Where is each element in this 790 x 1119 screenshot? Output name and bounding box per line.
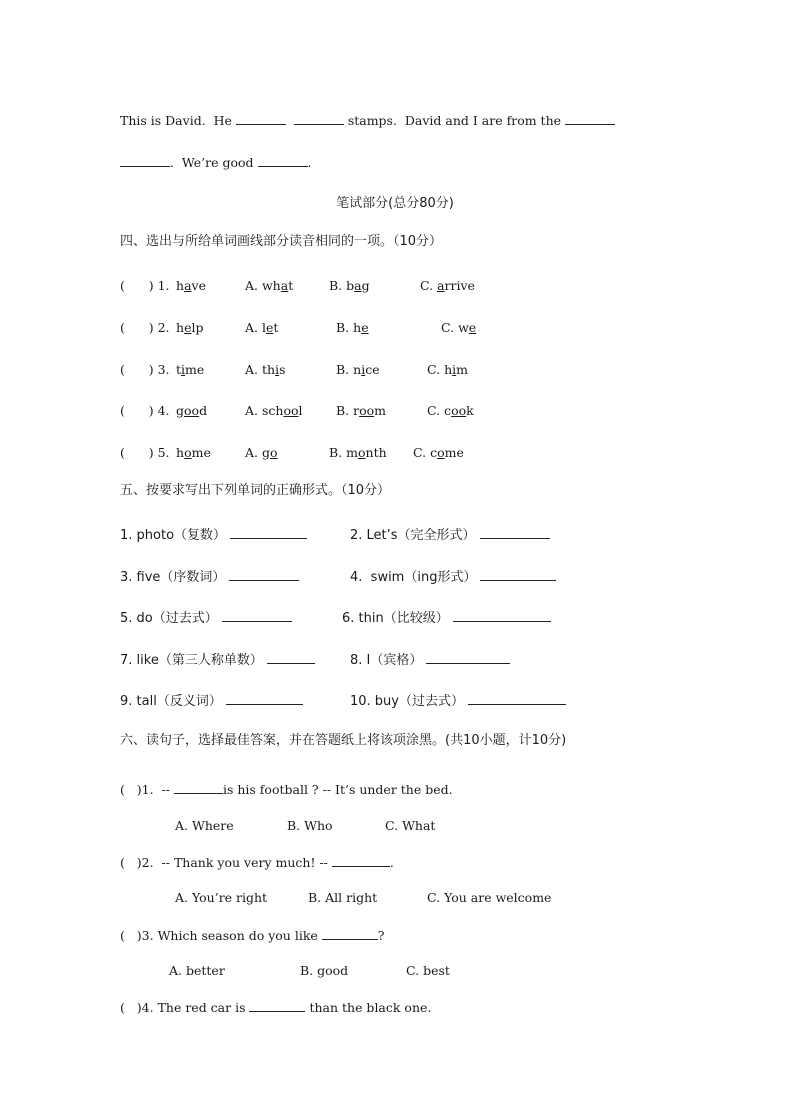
sec5-row-1b: [350, 526, 550, 544]
word-part: h: [176, 445, 185, 460]
underlined-letters: a: [437, 278, 445, 293]
word-part: k: [466, 403, 474, 418]
sec4-option-b[interactable]: [336, 362, 380, 378]
sec4-option-a[interactable]: [245, 445, 278, 461]
sec4-option-b[interactable]: [336, 320, 369, 336]
sec4-target-word: [176, 445, 211, 461]
sec4-target-word: [176, 320, 203, 336]
q1-option-b[interactable]: B. Who: [287, 818, 333, 833]
sec5-row-1: [120, 526, 307, 544]
answer-blank[interactable]: [332, 854, 390, 867]
sec4-option-a[interactable]: [245, 362, 285, 378]
sec4-option-c[interactable]: [420, 278, 475, 294]
word-part: A. l: [245, 320, 266, 335]
sec5-item: 4. swim（ing形式）: [350, 570, 477, 585]
sec5-row-3: [120, 609, 292, 627]
intro-line-2: [120, 154, 311, 171]
word-part: m: [456, 362, 468, 377]
answer-blank[interactable]: [480, 568, 556, 581]
sec5-item: 1. photo（复数）: [120, 528, 227, 543]
sec5-item: 2. Let’s（完全形式）: [350, 528, 476, 543]
sec5-item: 6. thin（比较级）: [342, 611, 449, 626]
word-part: C. c: [413, 445, 438, 460]
q2-option-c[interactable]: C. You are welcome: [427, 890, 552, 905]
answer-blank[interactable]: [236, 112, 286, 125]
sec4-option-b[interactable]: [329, 445, 387, 461]
underlined-letters: o: [437, 445, 445, 460]
word-part: rrive: [444, 278, 475, 293]
word-part: C. h: [427, 362, 453, 377]
word-part: B. b: [329, 278, 355, 293]
sec5-heading: 五、按要求写出下列单词的正确形式。（10分）: [120, 483, 391, 498]
word-part: B. h: [336, 320, 362, 335]
word-part: A. g: [245, 445, 270, 460]
sec4-item-number: ( ) 5.: [120, 445, 170, 460]
sec5-row-4b: [350, 651, 510, 669]
answer-blank[interactable]: [222, 609, 292, 622]
sec4-option-a[interactable]: [245, 320, 278, 336]
word-part: t: [288, 278, 294, 293]
underlined-letters: e: [184, 320, 192, 335]
underlined-letters: o: [269, 445, 278, 460]
word-part: C.: [420, 278, 438, 293]
sec5-item: 7. like（第三人称单数）: [120, 653, 263, 668]
word-part: m: [374, 403, 387, 418]
sec4-target-word: [176, 362, 204, 378]
sec5-row-3b: [342, 609, 551, 627]
q1-text: is his football ? -- It’s under the bed.: [222, 782, 453, 797]
q2-text: .: [389, 855, 394, 870]
sec4-option-c[interactable]: [427, 362, 468, 378]
sec4-option-c[interactable]: [427, 403, 474, 419]
sec6-heading: 六、读句子，选择最佳答案，并在答题纸上将该项涂黑。(共10小题，计10分): [120, 733, 567, 748]
word-part: B. n: [336, 362, 362, 377]
underlined-letters: a: [354, 278, 362, 293]
sec5-item: 9. tall（反义词）: [120, 694, 222, 709]
sec5-item: 5. do（过去式）: [120, 611, 218, 626]
word-part: me: [191, 445, 211, 460]
sec4-option-a[interactable]: [245, 278, 293, 294]
answer-blank[interactable]: [453, 609, 551, 622]
underlined-letters: a: [184, 278, 192, 293]
underlined-letters: i: [361, 362, 366, 377]
word-part: B. r: [336, 403, 360, 418]
q3-text: ( )3. Which season do you like: [120, 928, 322, 943]
word-part: h: [176, 320, 185, 335]
answer-blank[interactable]: [120, 154, 170, 167]
answer-blank[interactable]: [258, 154, 308, 167]
answer-blank[interactable]: [230, 526, 307, 539]
answer-blank[interactable]: [480, 526, 550, 539]
underlined-letters: oo: [359, 403, 375, 418]
underlined-letters: e: [361, 320, 369, 335]
q2-option-b[interactable]: B. All right: [308, 890, 378, 905]
q3-option-c[interactable]: C. best: [406, 963, 450, 978]
answer-blank[interactable]: [229, 568, 299, 581]
word-part: s: [279, 362, 286, 377]
word-part: A. wh: [245, 278, 281, 293]
sec4-option-c[interactable]: [413, 445, 464, 461]
q3-text: ?: [377, 928, 385, 943]
q2-line: [120, 854, 394, 871]
underlined-letters: oo: [451, 403, 467, 418]
underlined-letters: oo: [184, 403, 200, 418]
sec4-item-number: ( ) 1.: [120, 278, 170, 293]
q1-text: ( )1. --: [120, 782, 174, 797]
sec4-item-number: ( ) 3.: [120, 362, 170, 377]
word-part: t: [273, 320, 279, 335]
section-title: 笔试部分(总分80分): [336, 196, 454, 211]
intro-text: stamps. David and I are from the: [343, 113, 565, 128]
q2-option-a[interactable]: A. You’re right: [175, 890, 268, 905]
word-part: l: [298, 403, 303, 418]
sec4-option-a[interactable]: [245, 403, 303, 419]
word-part: C. w: [441, 320, 469, 335]
sec4-option-b[interactable]: [329, 278, 370, 294]
sec5-row-2b: [350, 568, 556, 586]
word-part: ce: [365, 362, 380, 377]
sec4-option-b[interactable]: [336, 403, 386, 419]
sec5-row-5b: [350, 692, 566, 710]
q3-option-a[interactable]: A. better: [169, 963, 225, 978]
underlined-letters: e: [265, 320, 274, 335]
answer-blank[interactable]: [267, 651, 315, 664]
word-part: B. m: [329, 445, 358, 460]
sec4-heading: 四、选出与所给单词画线部分读音相同的一项。（10分）: [120, 234, 443, 249]
sec5-item: 3. five（序数词）: [120, 570, 226, 585]
word-part: d: [199, 403, 208, 418]
sec4-option-c[interactable]: [441, 320, 476, 336]
sec4-target-word: [176, 403, 207, 419]
word-part: A. sch: [245, 403, 284, 418]
underlined-letters: o: [184, 445, 192, 460]
q1-option-c[interactable]: C. What: [385, 818, 436, 833]
underlined-letters: i: [275, 362, 280, 377]
word-part: t: [176, 362, 182, 377]
sec4-target-word: [176, 278, 206, 294]
q4-line: [120, 999, 431, 1016]
q3-line: [120, 927, 384, 944]
answer-blank[interactable]: [294, 112, 344, 125]
sec5-item: 10. buy（过去式）: [350, 694, 464, 709]
sec5-row-4: [120, 651, 315, 669]
word-part: ve: [191, 278, 206, 293]
q3-option-b[interactable]: B. good: [300, 963, 349, 978]
word-part: nth: [365, 445, 387, 460]
answer-blank[interactable]: [468, 692, 566, 705]
sec5-row-5: [120, 692, 303, 710]
sec4-item-number: ( ) 2.: [120, 320, 170, 335]
intro-text: This is David. He: [120, 113, 236, 128]
sec5-row-2: [120, 568, 299, 586]
word-part: g: [176, 403, 185, 418]
word-part: lp: [191, 320, 204, 335]
answer-blank[interactable]: [322, 927, 378, 940]
answer-blank[interactable]: [249, 999, 305, 1012]
intro-line-1: [120, 112, 615, 129]
answer-blank[interactable]: [226, 692, 303, 705]
answer-blank[interactable]: [426, 651, 510, 664]
word-part: me: [444, 445, 464, 460]
answer-blank[interactable]: [565, 112, 615, 125]
q1-option-a[interactable]: A. Where: [175, 818, 234, 833]
underlined-letters: e: [468, 320, 477, 335]
q4-text: than the black one.: [305, 1000, 432, 1015]
sec5-item: 8. I（宾格）: [350, 653, 423, 668]
underlined-letters: i: [181, 362, 186, 377]
word-part: A. th: [245, 362, 276, 377]
underlined-letters: i: [452, 362, 457, 377]
intro-text: . We’re good: [170, 155, 258, 170]
q2-text: ( )2. -- Thank you very much! --: [120, 855, 332, 870]
sec4-item-number: ( ) 4.: [120, 403, 170, 418]
underlined-letters: o: [358, 445, 366, 460]
q1-line: [120, 781, 453, 798]
underlined-letters: oo: [283, 403, 299, 418]
underlined-letters: a: [280, 278, 289, 293]
q4-text: ( )4. The red car is: [120, 1000, 250, 1015]
word-part: g: [361, 278, 370, 293]
intro-text: .: [307, 155, 312, 170]
word-part: h: [176, 278, 185, 293]
word-part: C. c: [427, 403, 452, 418]
word-part: me: [185, 362, 205, 377]
answer-blank[interactable]: [174, 781, 223, 794]
